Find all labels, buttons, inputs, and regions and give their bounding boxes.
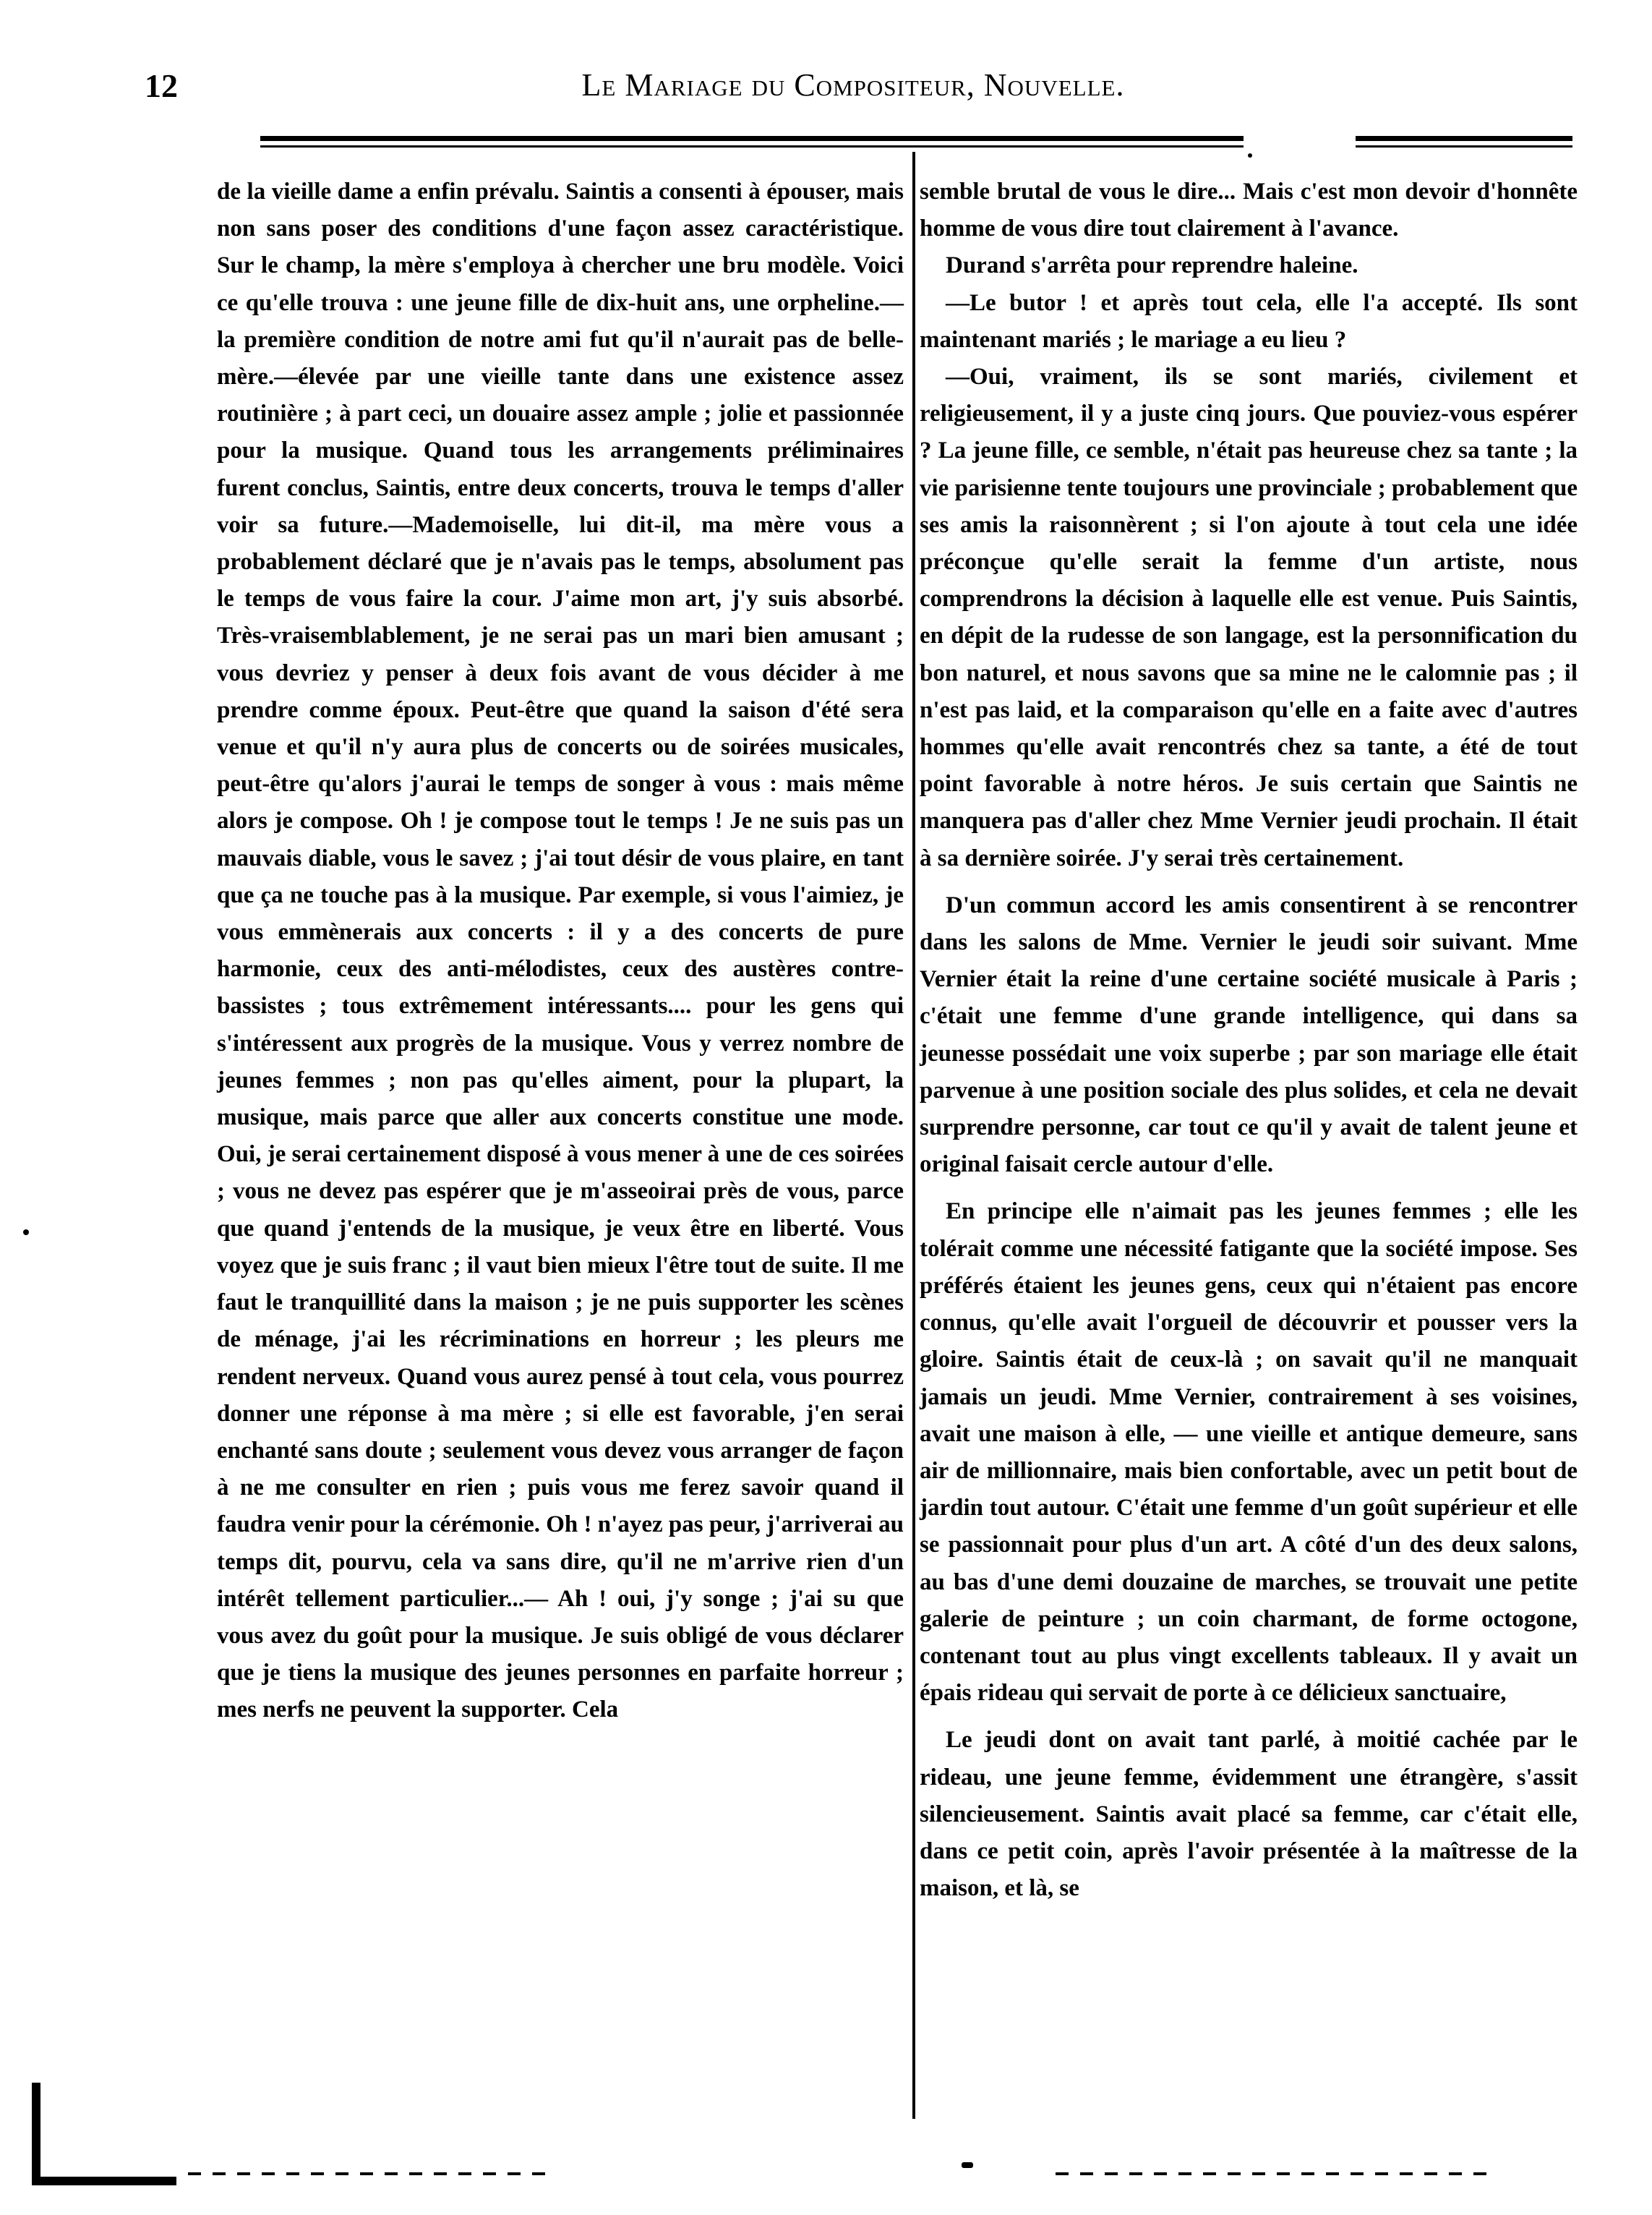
right-paragraph-2: Durand s'arrêta pour reprendre haleine. xyxy=(946,252,1358,279)
right-paragraph-1: semble brutal de vous le dire... Mais c'est mon devoir d'honnête homme de vous dire tout clairement à l'avance. xyxy=(920,179,1578,242)
scan-edge-vertical xyxy=(32,2083,40,2184)
right-paragraph-6: En principe elle n'aimait pas les jeunes femmes ; elle les tolérait comme une nécessité fatigante que la société impose. Ses préférés étaient les jeunes gens, ceux qui n'étaient pas encore connus, qu'elle avait l'orgueil de découvrir et pousser vers la gloire. Saintis était de ceux-là ; on savait qu'il ne manquait jamais un jeudi. Mme Vernier, contrairement à ses voisines, avait une maison à elle, — une vieille et antique demeure, sans air de millionnaire, mais bien confortable, avec un petit bout de jardin tout autour. C'était une femme d'un goût supérieur et elle se passionnait pour plus d'un art. A côté d'un des deux salons, au bas d'une demi douzaine de marches, se trouvait une petite galerie de peinture ; un coin charmant, de forme octogone, contenant tout au plus vingt excellents tableaux. Il y avait un épais rideau qui servait de porte à ce délicieux sanctuaire, xyxy=(920,1198,1578,1707)
right-paragraph-7: Le jeudi dont on avait tant parlé, à moitié cachée par le rideau, une jeune femme, évidemment une étrangère, s'assit silencieusement. Saintis avait placé sa femme, car c'était elle, dans ce petit coin, après l'avoir présentée à la maîtresse de la maison, et là, se xyxy=(920,1727,1578,1902)
header-rule-bottom-right xyxy=(1356,145,1572,148)
right-paragraph-3: —Le butor ! et après tout cela, elle l'a accepté. Ils sont maintenant mariés ; le mariage a eu lieu ? xyxy=(920,289,1578,353)
page-number: 12 xyxy=(145,67,178,104)
left-paragraph-1: de la vieille dame a enfin prévalu. Saintis a consenti à épouser, mais non sans poser des conditions d'une façon assez caractéristique. Sur le champ, la mère s'employa à chercher une bru modèle. Voici ce qu'elle trouva : une jeune fille de dix-huit ans, une orpheline.—la première condition de notre ami fut qu'il n'aurait pas de belle-mère.—élevée par une vieille tante dans une existence assez routinière ; à part ceci, un douaire assez ample ; jolie et passionnée pour la musique. Quand tous les arrangements préliminaires furent conclus, Saintis, entre deux concerts, trouva le temps d'aller voir sa future.—Mademoiselle, lui dit-il, ma mère vous a probablement déclaré que je n'avais pas le temps, absolument pas le temps de vous faire la cour. J'aime mon art, j'y suis absorbé. Très-vraisemblablement, je ne serai pas un mari bien amusant ; vous devriez y penser à deux fois avant de vous décider à me prendre comme époux. Peut-être que quand la saison d'été sera venue et qu'il n'y aura plus de concerts ou de soirées musicales, peut-être qu'alors j'aurai le temps de songer à vous : mais même alors je compose. Oh ! je compose tout le temps ! Je ne suis pas un mauvais diable, vous le savez ; j'ai tout désir de vous plaire, en tant que ça ne touche pas à la musique. Par exemple, si vous l'aimiez, je vous emmènerais aux concerts : il y a des concerts de pure harmonie, ceux des anti-mélodistes, ceux des austères contre-bassistes ; tous extrêmement intéressants.... pour les gens qui s'intéressent aux progrès de la musique. Vous y verrez nombre de jeunes femmes ; non pas qu'elles aiment, pour la plupart, la musique, mais parce que aller aux concerts constitue une mode. Oui, je serai certainement disposé à vous mener à une de ces soirées ; vous ne devez pas espérer que je m'asseoirai près de vous, parce que quand j'entends de la musique, je veux être en liberté. Vous voyez que je suis franc ; il vaut bien mieux l'être tout de suite. Il me faut le tranquillité dans la maison ; je ne puis supporter les scènes de ménage, j'ai les récriminations en horreur ; les pleurs me rendent nerveux. Quand vous aurez pensé à tout cela, vous pourrez donner une réponse à ma mère ; si elle est favorable, j'en serai enchanté sans doute ; seulement vous devez vous arranger de façon à ne me consulter en rien ; puis vous me ferez savoir quand il faudra venir pour la cérémonie. Oh ! n'ayez pas peur, j'arriverai au temps dit, pourvu, cela va sans dire, qu'il ne m'arrive rien d'un intérêt tellement particulier...— Ah ! oui, j'y songe ; j'ai su que vous avez du goût pour la musique. Je suis obligé de vous déclarer que je tiens la musique des jeunes personnes en parfaite horreur ; mes nerfs ne peuvent la supporter. Cela xyxy=(217,179,904,1723)
speck-bottom xyxy=(962,2162,973,2168)
column-divider xyxy=(912,152,915,2119)
running-title: Le Mariage du Compositeur, Nouvelle. xyxy=(581,67,1125,103)
scan-dashes-right xyxy=(1056,2172,1489,2175)
left-column xyxy=(217,174,904,1729)
header-rule-top-left xyxy=(260,136,1244,141)
header-rule-bottom-left xyxy=(260,145,1244,148)
running-head xyxy=(145,67,1562,110)
right-column xyxy=(920,174,1578,1907)
speck-top xyxy=(1248,153,1252,158)
margin-speck xyxy=(23,1229,29,1235)
right-paragraph-4: —Oui, vraiment, ils se sont mariés, civilement et religieusement, il y a juste cinq jours. Que pouviez-vous espérer ? La jeune fille, ce semble, n'était pas heureuse chez sa tante ; la vie parisienne tente toujours une provinciale ; probablement que ses amis la raisonnèrent ; si l'on ajoute à tout cela une idée préconçue qu'elle serait la femme d'un artiste, nous comprendrons la décision à laquelle elle est venue. Puis Saintis, en dépit de la rudesse de son langage, est la personnification du bon naturel, et nous savons que sa mine ne le calomnie pas ; il n'est pas laid, et la comparaison qu'elle en a faite avec d'autres hommes qu'elle avait rencontrés chez sa tante, a été de tout point favorable à notre héros. Je suis certain que Saintis ne manquera pas d'aller chez Mme Vernier jeudi prochain. Il était à sa dernière soirée. J'y serai très certainement. xyxy=(920,364,1578,871)
header-rule-top-right xyxy=(1356,136,1572,141)
scan-dashes-left xyxy=(188,2172,549,2175)
right-paragraph-5: D'un commun accord les amis consentirent à se rencontrer dans les salons de Mme. Vernier le jeudi soir suivant. Mme Vernier était la reine d'une certaine société musicale à Paris ; c'était une femme d'une grande intelligence, qui dans sa jeunesse possédait une voix superbe ; par son mariage elle était parvenue à une position sociale des plus solides, et cela ne devait surprendre personne, car tout ce qu'il y avait de talent jeune et original faisait cercle autour d'elle. xyxy=(920,892,1578,1178)
scan-edge-horizontal xyxy=(32,2177,176,2185)
